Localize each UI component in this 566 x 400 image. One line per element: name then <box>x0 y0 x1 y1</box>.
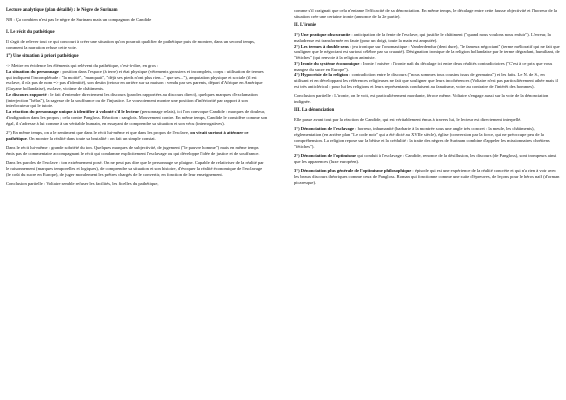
text-reaction: (personnage relais), ici l'on convoque Candide : marques de douleur, d'indignation dans les propos ; cela contre Pangloss. Réaction : sanglots. Mouvement contre. En même temps, Candide le considère comme son égal, il s'adresse à lui comme à un véritable humain, en essayant de comprendre sa situation et son vécu (interrogatives). <box>6 109 268 126</box>
irony-item-1 <box>294 32 560 44</box>
paragraph-reaction <box>6 109 268 126</box>
text-attenuation-start: 2°) En même temps, on a le sentiment que dans le récit lui-même et que dans les propos de l'esclave, <box>6 129 191 135</box>
label-situation: La situation du personnage <box>6 68 59 74</box>
irony-item-4-text: : contradiction entre le discours ("nous sommes tous cousins issus de germains") et les faits. Le N. de S., en utilisant et en développant les références religieuses ne fait que souligner que leurs incohérences (Voltaire n'est pas particulièrement athée mais il est très anticlérical : pour lui les religions et leurs représentants conduisent au fanatisme, voire au contraire de l'intérêt des hommes). <box>294 72 558 89</box>
label-reaction: La réaction du personnage unique à identifier à volonté s'il le lecteur <box>6 109 140 115</box>
left-column <box>6 8 268 190</box>
paragraph-discours <box>6 92 268 109</box>
part-3-heading: III. La dénonciation <box>294 108 335 114</box>
denunciation-item-3-text: : épisode qui est une expérience de la réalité concrète et qui n'a rien à voir avec les beaux discours théoriques comme ceux de Pangloss. Roman qui fonctionne comme une suite d'épreuves, de leçons pour le héros naïf (d'orman picaresque). <box>294 168 560 185</box>
denunciation-item-3 <box>294 168 560 185</box>
label-discours: Le discours rapporté <box>6 91 47 97</box>
part-1-intro: Il s'agit de relever tout ce qui concourt à créer une situation qu'on pourrait qualifier de pathétique puis de montrer, dans un second temps, comment la narration refuse cette voie. <box>6 39 256 50</box>
denunciation-item-1-text: : horreur, inhumanité (barbarie à la montrée sous une angle très concret : la meule, les châtiments), réglementation (en arrière plan "Le code noir" qui a été dicté au XVIIe siècle), église (conversion par la force, qui ne préoccupe peu de la compréhension. La religion repose sur la bêtise et la crédulité : la traite des nègres de Surinam combine d'appeler les missionnaires chrétiens "fétiches"). <box>294 126 550 149</box>
irony-item-3-label: 3°) Ironie du système économique <box>294 60 360 66</box>
document-title: Lecture analytique (plan détaillé) : le Nègre de Surinam <box>6 8 118 13</box>
irony-item-3 <box>294 61 560 73</box>
denunciation-item-2 <box>294 153 560 165</box>
conclusion-continuation: comme s'il craignait que cela n'entame l'efficacité de sa dénonciation. En même temps, le décalage entre cette fausse objectivité et l'horreur de la situation crée une certaine ironie (annonce de la 2e partie). <box>294 8 558 19</box>
note-nb: NB : Ça combien n'est pas le nègre de Surinam mais un compagnon de Candide <box>6 17 152 23</box>
irony-item-2-label: 2°) Les termes à double sens <box>294 43 349 49</box>
denunciation-item-1-label: 1°) Dénonciation de l'esclavage <box>294 126 355 132</box>
paragraph-recit: Dans le récit lui-même : grande sobriété du ton. Quelques marques de subjectivité, de jugement ("le pauvre homme") mais en même temps émis pas de commentaire accompagnant le récit qui condamne explicitement l'esclavage ou qui développe l'idée de justice et de souffrance. <box>6 145 260 156</box>
text-attenuation-end: . On montre la réalité dans toute sa brutalité : on fait un simple constat. <box>26 135 156 141</box>
right-column <box>294 8 560 189</box>
paragraph-paroles: Dans les paroles de l'esclave : ton extrêmement posé. On ne peut pas dire que le personnage se plaigne. Capable de relativiser de la réalité par le raisonnement (marques temporelles et logiques), de comprendre sa situation et son histoire, d'évoquer la réalité économique de l'esclavage (le coût du sucre en Europe), de juger moralement les prêtres chargés de le convertir, en fonction de leur enseignement. <box>6 160 264 177</box>
partial-conclusion-1: Conclusion partielle : Voltaire semble refuser les facilités, les ficelles du pathétique, <box>6 180 159 186</box>
irony-item-4 <box>294 72 560 89</box>
text-situation: : position dans l'espace (à terre) et état physique (vêtements grossiers et incomplets, corps : utilisation de termes qui indiquent l'incomplétude : "la moitié", "manquait", "déjà ses pieds n'ont plus rien..." que ses..."), amputation physique et sociale (il est esclave, il n'a pas de nom => pas d'identité), son destin (retour en arrière sur sa maison : vendu par ses parents, départ d'Afrique en Amérique (Guyane hollandaise), esclave, victime de châtiments. <box>6 68 264 92</box>
irony-item-4-label: 4°) Hypocrisie de la religion <box>294 72 349 78</box>
subsection-1-heading: 1°) Une situation à priori pathétique <box>6 54 79 60</box>
irony-item-2 <box>294 44 560 61</box>
partial-conclusion-2: Conclusion partielle : L'ironie, on le voit, est particulièrement mordante, féroce même. Voltaire s'engage aussi sur la voie de la dénonciation indignée. <box>294 93 549 104</box>
denunciation-item-3-label: 3°) Dénonciation plus générale de l'optimisme philosophique <box>294 168 412 174</box>
denunciation-item-2-label: 2°) Dénonciation de l'optimisme <box>294 153 357 159</box>
paragraph-attenuation <box>6 130 268 142</box>
text-attenuation-bold: on vivait surtout à atténuer ce pathétique <box>6 129 249 141</box>
part-2-body <box>294 32 560 90</box>
part-3-intro: Elle passe avant tout par la réaction de Candide, qui est véritablement émus à travers lui, le lecteur est directement interpellé. <box>294 117 522 123</box>
part-1-heading: I. Le récit du pathétique <box>6 30 55 36</box>
denunciation-item-1 <box>294 126 560 149</box>
part-2-heading: II. L'ironie <box>294 23 317 29</box>
text-discours: : le fait d'entendre directement les discours (paroles rapportées au discours direct), quelques marques d'exclamation (interjection "hélas"), la sagesse de la souffrance ou de l'injustice. Le vouvoiement montre une position d'infériorité par rapport à son interlocuteur qui le tutoie. <box>6 91 258 109</box>
subsection-1-body <box>6 63 268 126</box>
subsection-1-lead: -> Mettre en évidence les éléments qui relèvent du pathétique, c'est-à-dire, en gros : <box>6 63 159 69</box>
paragraph-situation <box>6 69 268 92</box>
irony-item-1-text: : anticipation de la fente de l'esclave, qui justifie le châtiment ("quand nous voulons nous enfuir"). L'erreur, la maladresse est transformée en faute (pour un doigt, toute la main est amputée). <box>294 32 551 43</box>
irony-item-3-text: : Ironie / misère : l'ironie naît du décalage ici entre deux réalités contradictoires ("C'est à ce prix que vous mangez du sucre en Europe"). <box>294 60 553 72</box>
irony-item-1-label: 1°) Une pratique obscurantie <box>294 32 351 37</box>
denunciation-item-2-text: qui conduit à l'esclavage : Candide, renonce de la désillusion, les discours (de Pangloss), sont trompeurs ainsi que les apparences (luxe européen). <box>294 153 557 164</box>
irony-item-2-text: : jeu ironique sur l'onomastique : Vanderdendur (dent dure), "le fameux négociant" (terme mélioratif qui ne fait que souligner que le négociant est surtout célèbre par sa cruauté). Désignation ironique de la religion hollandaise par le terme dégradant, humiliant, de "fétiches" (qui renvoie à la religion animiste. <box>294 43 560 60</box>
